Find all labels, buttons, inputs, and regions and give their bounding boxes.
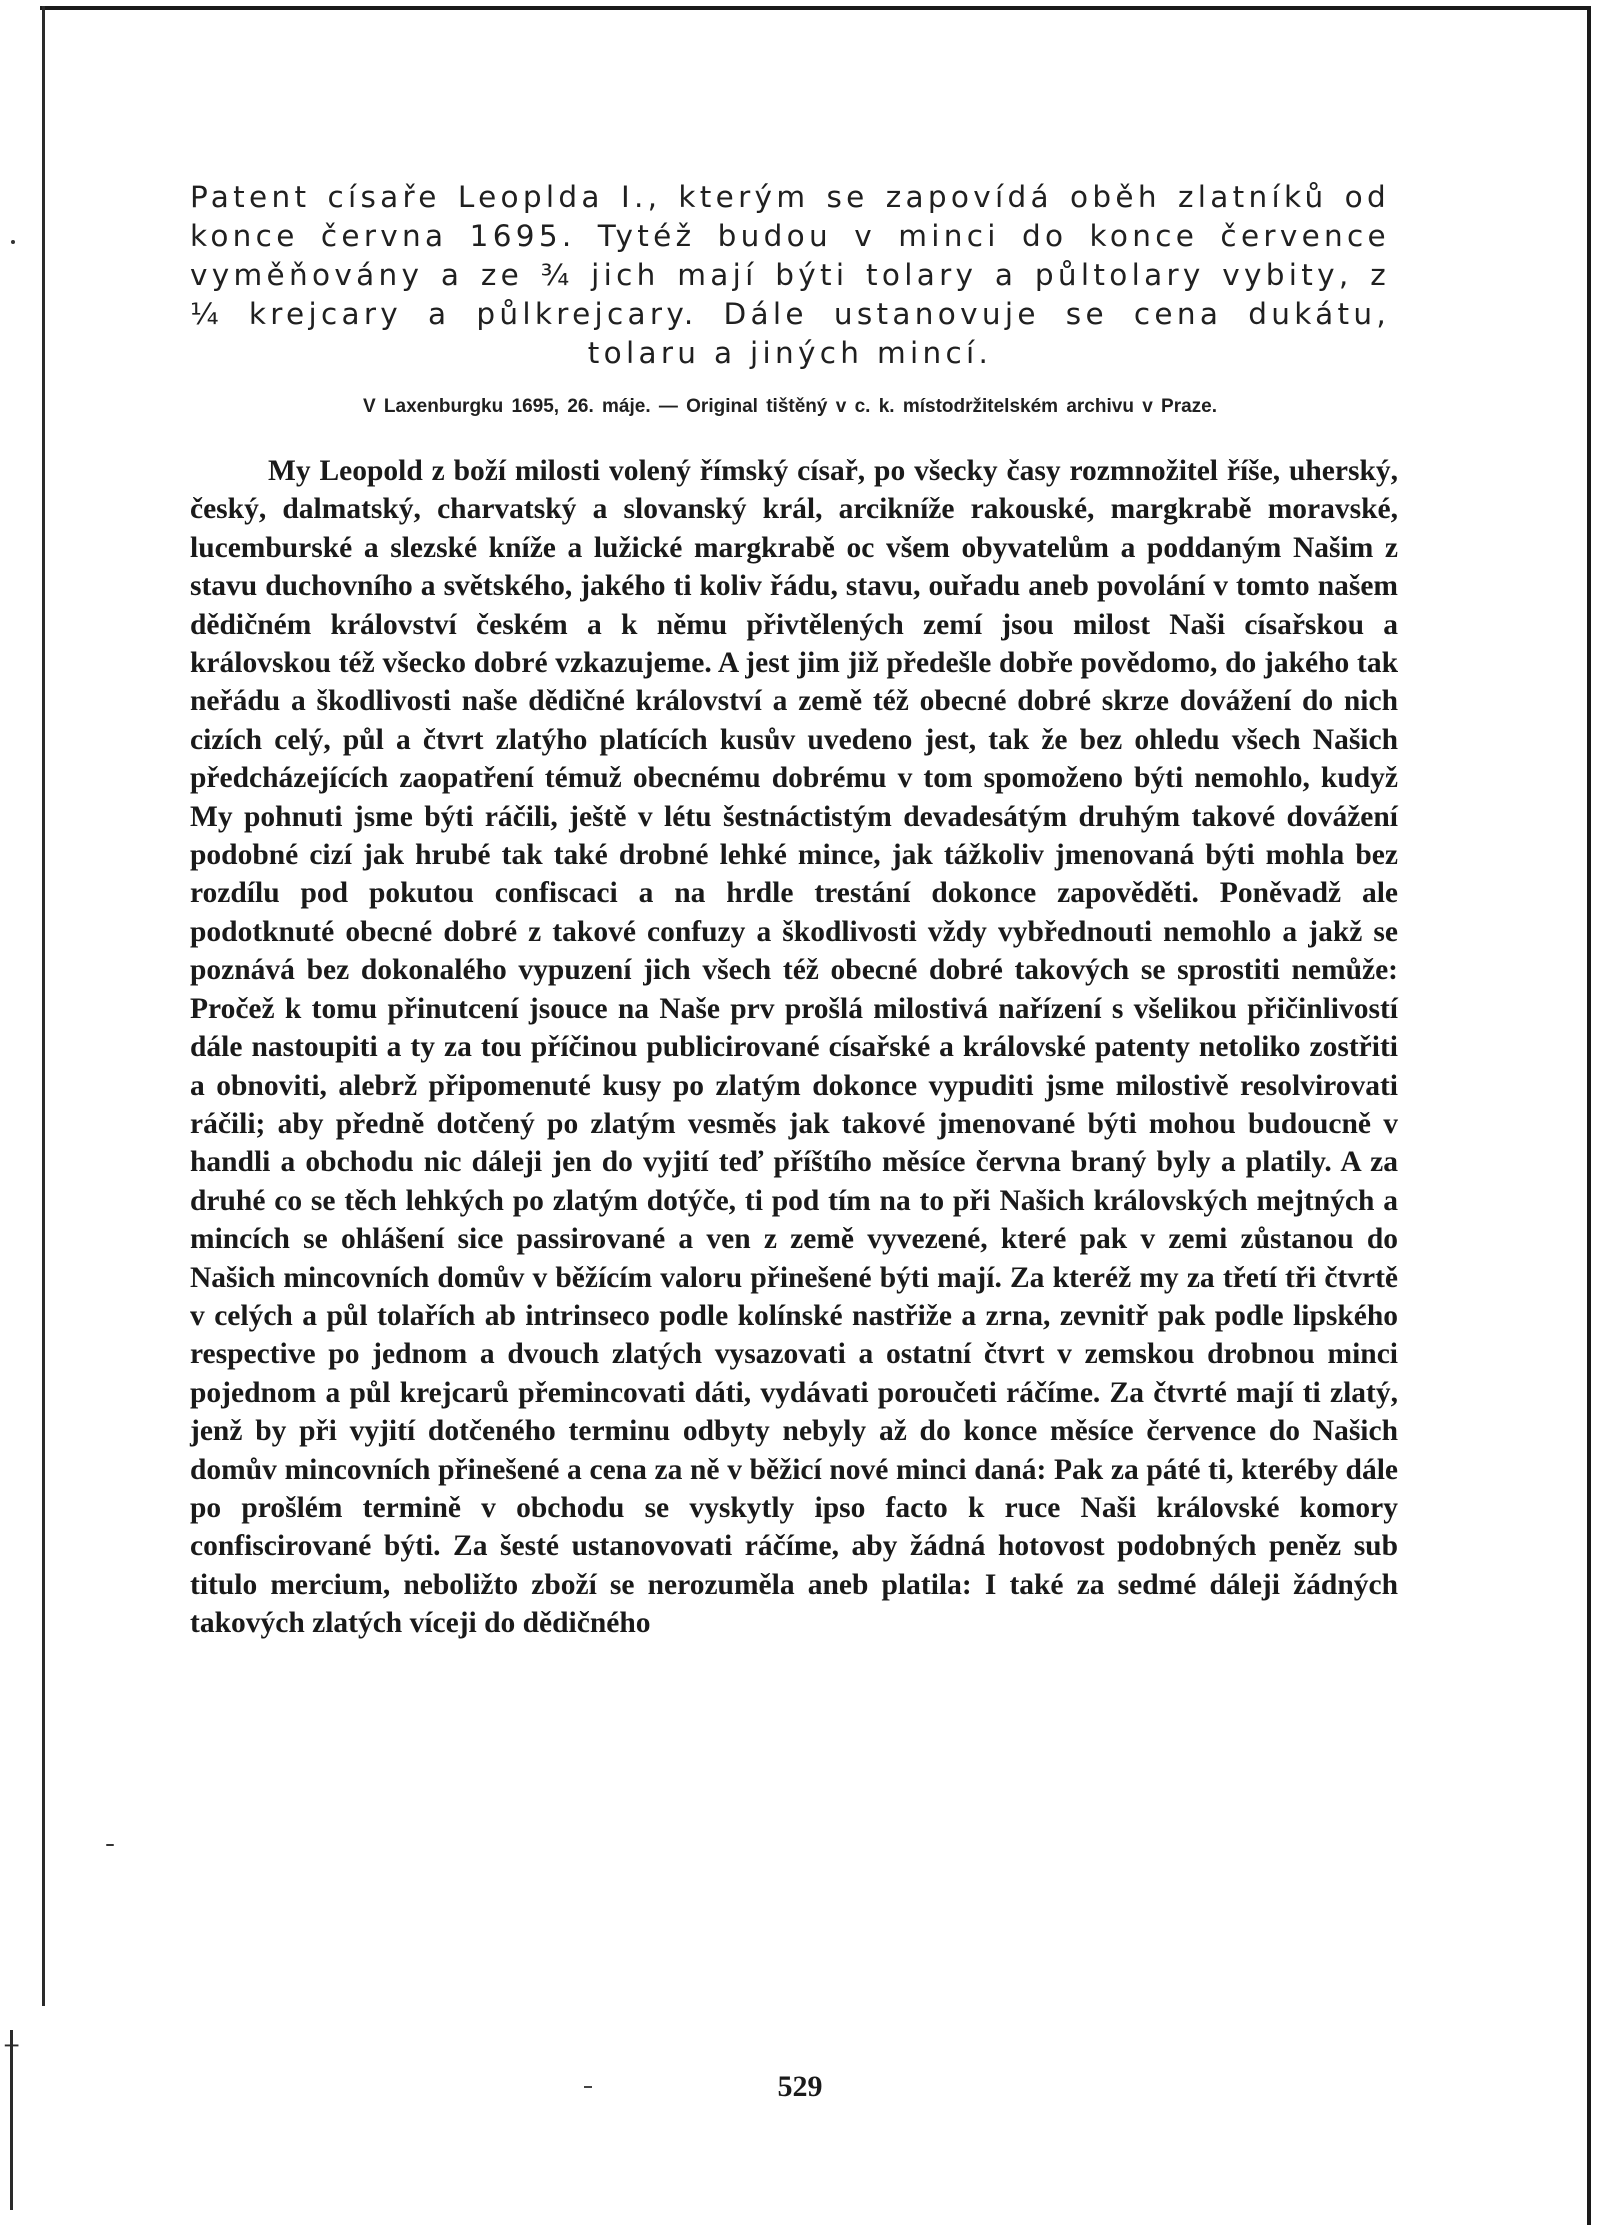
binding-edge [42,6,45,2006]
footer-dash [584,2086,592,2088]
page-edge-top [40,6,1591,10]
source-note: V Laxenburgku 1695, 26. máje. — Original tištěný v c. k. místodržitelském archivu v Praze. [362,396,1218,417]
margin-dot [106,1844,114,1846]
margin-dot [11,240,15,244]
document-body: My Leopold z boží milosti volený římský císař, po všecky časy rozmnožitel říše, uherský, český, dalmatský, charvatský a slovanský král, arcikníže rakouské, margkrabě moravské, lucemburské a slezské kníže a lužické margkrabě oc všem obyvatelům a poddaným Našim z stavu duchovního a světského, jakého ti koliv řádu, stavu, ouřadu aneb povolání v tomto našem dědičném království českém a k němu přivtělených zemí jsou milost Naši císařskou a královskou též všecko dobré vzkazujeme. A jest jim již předešle dobře povědomo, do jakého tak neřádu a škodlivosti naše dědičné království a země též obecné dobré skrze dovážení do nich cizích celý, půl a čtvrt zlatýho platících kusův uvedeno jest, tak že bez ohledu všech Našich předcházejících zaopatření témuž obecnému dobrému v tom spomoženo býti nemohlo, kudyž My pohnuti jsme býti ráčili, ještě v létu šestnáctistým devadesátým druhým takové dovážení podobné cizí jak hrubé tak také drobné lehké mince, jak tážkoliv jmenovaná býti mohla bez rozdílu pod pokutou confiscaci a na hrdle trestání dokonce zapověděti. Poněvadž ale podotknuté obecné dobré z takové confuzy a škodlivosti vždy vybřednouti nemohlo a jakž se poznává bez dokonalého vypuzení jich všech též obecné dobré takových se sprostiti nemůže: Pročež k tomu přinutcení jsouce na Naše prv prošlá milostivá nařízení s všelikou přičinlivostí dále nastoupiti a ty za tou příčinou publicirované císařské a královské patenty netoliko zostřiti a obnoviti, alebrž připomenuté kusy po zlatým dokonce vypuditi jsme milostivě resolvirovati ráčili; aby předně dotčený po zlatým vesměs jak takové jmenované býti mohou budoucně v handli a obchodu nic dáleji jen do vyjití teď příštího měsíce června braný byly a platily. A za druhé co se těch lehkých po zlatým dotýče, ti pod tím na to při Našich královských mejtných a mincích se ohlášení sice passirované a ven z země vyvezené, které pak v zemi zůstanou do Našich mincovních domův v běžícím valoru přinešené býti mají. Za kteréž my za třetí tři čtvrtě v celých a půl tolařích ab intrinseco podle kolínské nastřiže a zrna, zevnitř pak podle lipského respective po jednom a dvouch zlatých vysazovati a ostatní čtvrt v zemskou drobnou minci pojednom a půl krejcarů přemincovati dáti, vydávati poroučeti ráčíme. Za čtvrté mají ti zlatý, jenž by při vyjití dotčeného terminu odbyty nebyly až do konce měsíce července do Našich domův mincovních přinešené a cena za ně v běžicí nové minci daná: Pak za páté ti, kteréby dále po prošlém termině v obchodu se vyskytly ipso facto k ruce Naši královské komory confiscirované býti. Za šesté ustanovovati ráčíme, aby žádná hotovost podobných peněz sub titulo mercium, neboližto zboží se nerozuměla aneb platila: I také za sedmé dáleji žádných takových zlatých víceji do dědičného [190,455,1398,1640]
page-edge-right [1587,6,1591,2225]
document-heading: Patent císaře Leoplda I., kterým se zapovídá oběh zlatníků od konce června 1695. Tytéž budou v minci do konce července vyměňovány a ze ¾ jich mají býti tolary a půltolary vybity, z ¼ krejcary a půlkrejcary. Dále ustanovuje se cena dukátu, tolaru a jiných mincí. [190,180,1390,370]
binding-cross-icon: ┼ [5,2034,19,2059]
page-number: 529 [777,2070,823,2103]
